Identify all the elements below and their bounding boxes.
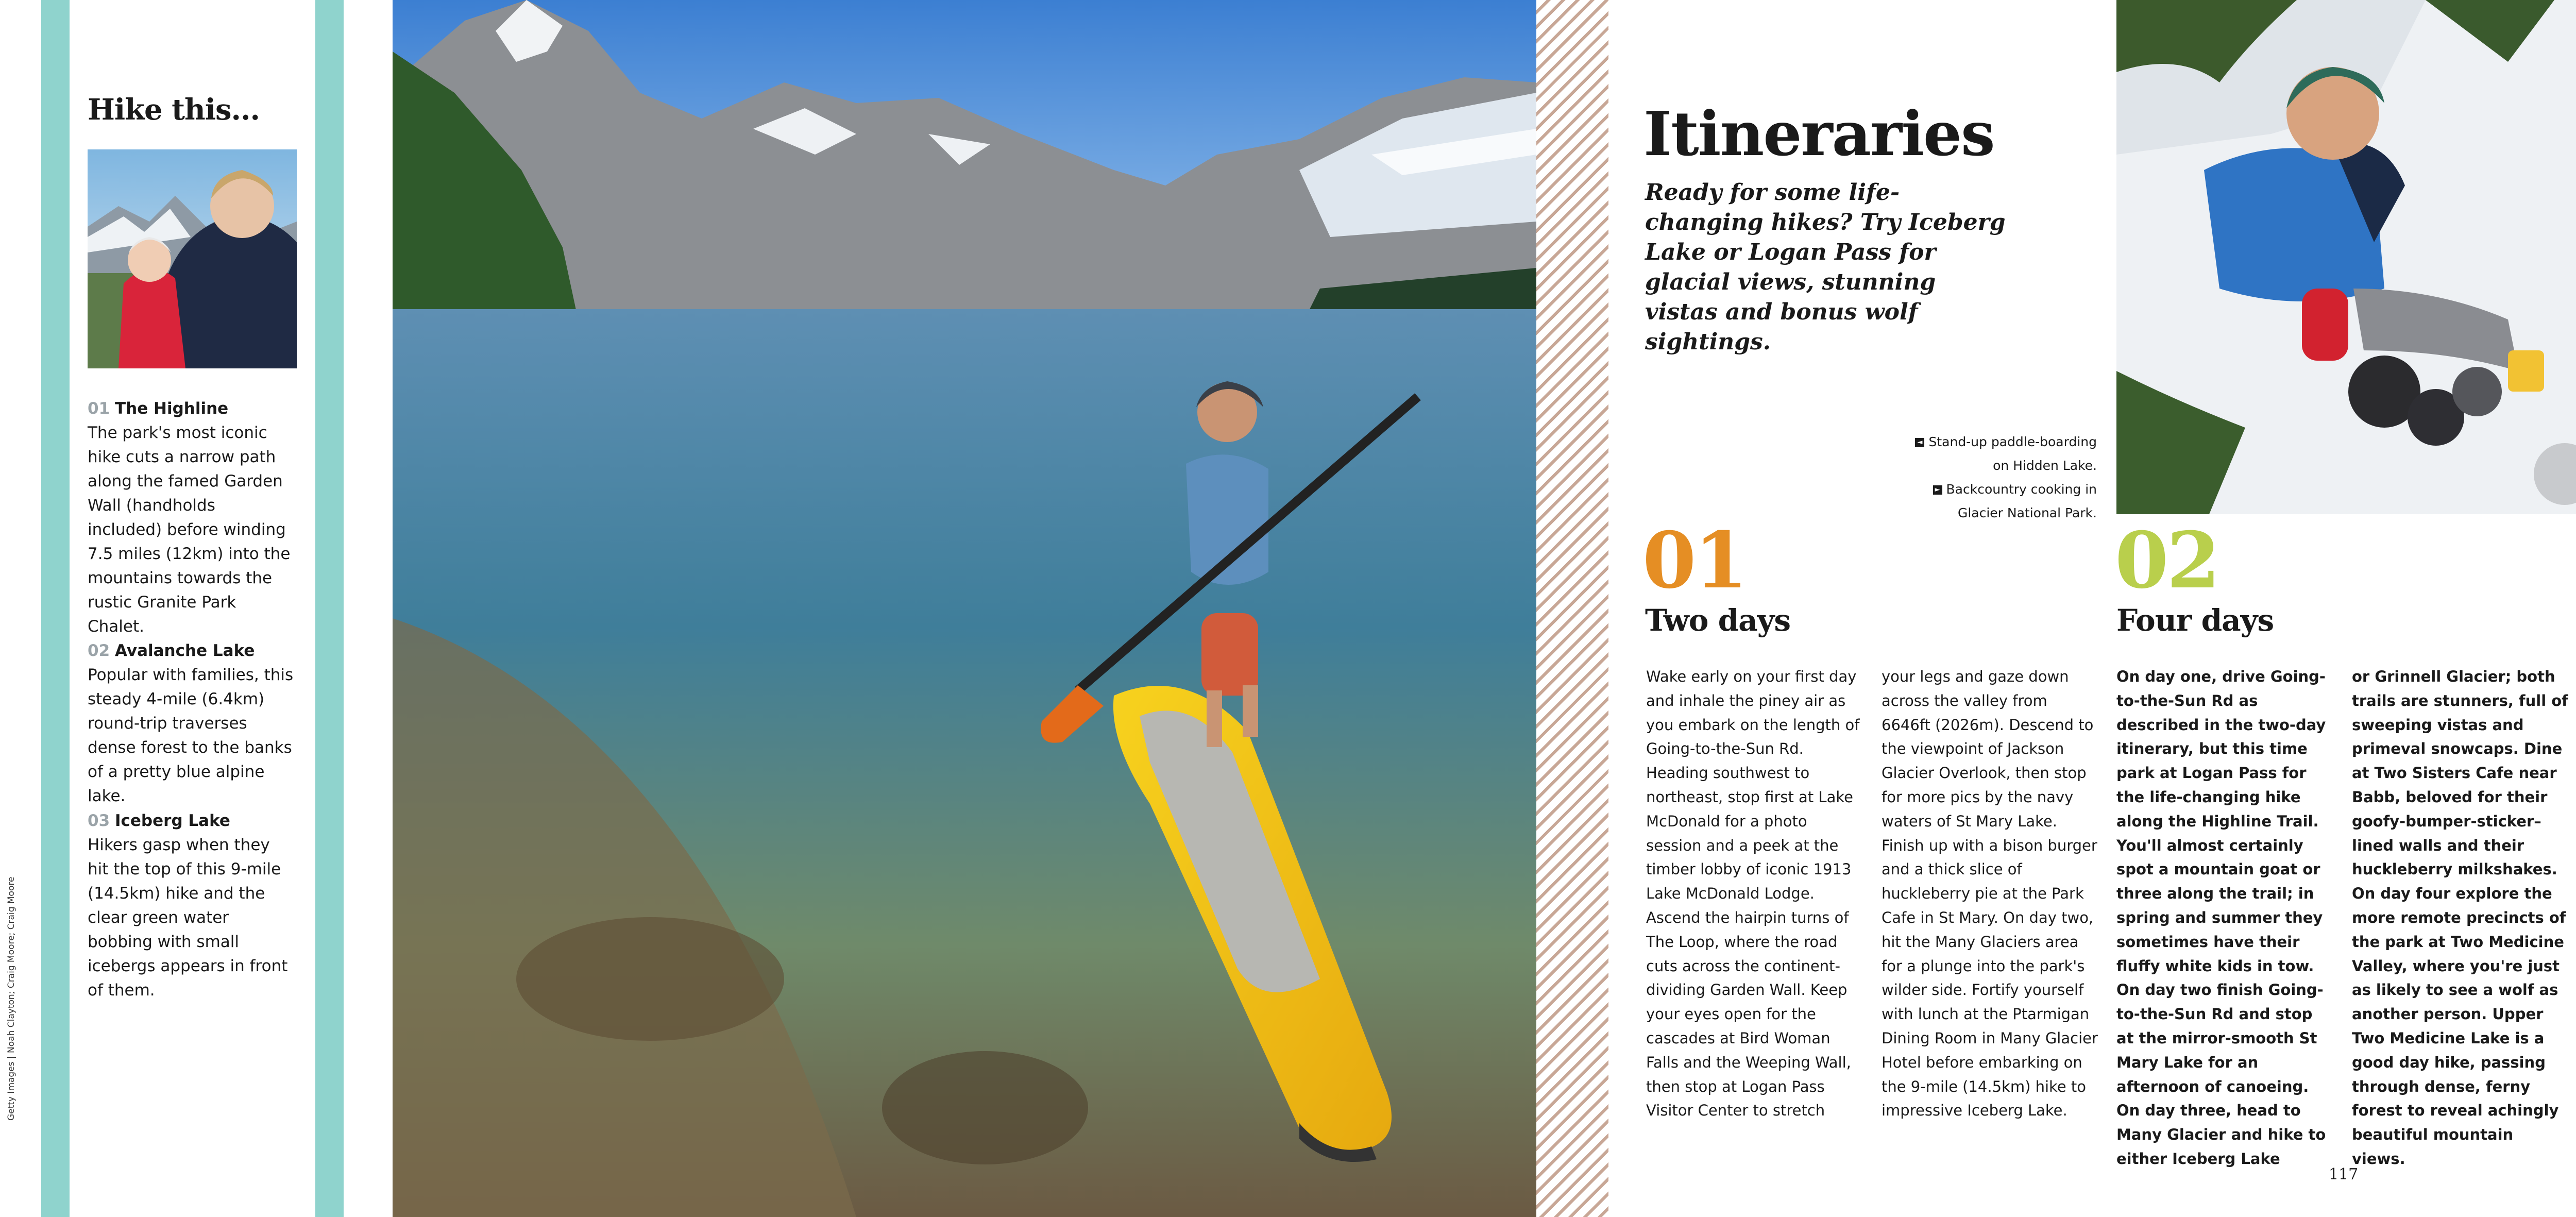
arrow-left-icon: ◄	[1915, 438, 1924, 447]
section-02-col-2: or Grinnell Glacier; both trails are stunners, full of sweeping vistas and primeval snowcaps. Dine at Two Sisters Cafe near Babb, beloved for their goofy-bumper-sticker–lined walls and their huckleberry milkshakes. On day four explore the more remote precincts of the park at Two Medicine Valley, where you're just as likely to see a wolf as another person. Upper Two Medicine Lake is a good day hike, passing through dense, ferny forest to reveal achingly beautiful mountain views.	[2352, 668, 2568, 1168]
section-title-four-days: Four days	[2116, 603, 2274, 638]
hike-item-3	[88, 809, 294, 1003]
caption-line: Stand-up paddle-boarding	[1928, 434, 2097, 449]
section-title-two-days: Two days	[1645, 603, 1791, 638]
photo-credit: Getty Images | Noah Clayton; Craig Moore; Craig Moore	[6, 876, 16, 1121]
caption-line: Glacier National Park.	[1957, 505, 2097, 520]
stripe-left-inner	[315, 0, 344, 1217]
page-title: Itineraries	[1643, 98, 1994, 170]
caption-line: on Hidden Lake.	[1993, 458, 2097, 473]
hike-name: Avalanche Lake	[115, 641, 255, 660]
section-number-02: 02	[2115, 515, 2218, 606]
sidebar-title: Hike this...	[88, 93, 260, 127]
section-number-01: 01	[1642, 515, 1746, 606]
hike-name: The Highline	[115, 399, 229, 418]
section-01-col-2: your legs and gaze down across the valley from 6646ft (2026m). Descend to the viewpoint of Jackson Glacier Overlook, then stop for more pics by the navy waters of St Mary Lake. Finish up with a bison burger and a thick slice of huckleberry pie at the Park Cafe in St Mary. On day two, hit the Many Glaciers area for a plunge into the park's wilder side. Fortify yourself with lunch at the Ptarmigan Dining Room in Many Glacier Hotel before embarking on the 9-mile (14.5km) hike to impressive Iceberg Lake.	[1882, 668, 2098, 1120]
hike-number: 02	[88, 641, 110, 660]
hike-text: Popular with families, this steady 4-mile (6.4km) round-trip traverses dense forest to the banks of a pretty blue alpine lake.	[88, 666, 294, 805]
photo-captions	[1855, 430, 2097, 525]
section-02-col-1: On day one, drive Going-to-the-Sun Rd as described in the two-day itinerary, but this time park at Logan Pass for the life-changing hike along the Highline Trail. You'll almost certainly spot a mountain goat or three along the trail; in spring and summer they sometimes have their fluffy white kids in tow. On day two finish Going-to-the-Sun Rd and stop at the mirror-smooth St Mary Lake for an afternoon of canoeing. On day three, head to Many Glacier and hike to either Iceberg Lake	[2116, 668, 2326, 1168]
caption-line: Backcountry cooking in	[1946, 482, 2097, 497]
caption-paddle	[1855, 430, 2097, 478]
page-number: 117	[2329, 1165, 2359, 1184]
hike-number: 01	[88, 399, 110, 418]
hike-text: Hikers gasp when they hit the top of this 9-mile (14.5km) hike and the clear green water bobbing with small icebergs appears in front of them.	[88, 836, 288, 1000]
stripe-left	[41, 0, 70, 1217]
hike-item-2	[88, 639, 294, 808]
hike-number: 03	[88, 812, 110, 830]
hike-name: Iceberg Lake	[115, 812, 230, 830]
section-01-col-1: Wake early on your first day and inhale the piney air as you embark on the length of Going-to-the-Sun Rd. Heading southwest to northeast, stop first at Lake McDonald for a photo session and a peek at the timber lobby of iconic 1913 Lake McDonald Lodge. Ascend the hairpin turns of The Loop, where the road cuts across the continent-dividing Garden Wall. Keep your eyes open for the cascades at Bird Woman Falls and the Weeping Wall, then stop at Logan Pass Visitor Center to stretch	[1646, 668, 1860, 1120]
caption-cooking	[1855, 478, 2097, 525]
paddleboard-photo	[393, 0, 1536, 1217]
hike-item-1	[88, 397, 294, 639]
gutter-hatch	[1536, 0, 1608, 1217]
sidebar-photo	[88, 149, 297, 368]
backcountry-cooking-photo	[2116, 0, 2576, 514]
arrow-right-icon: ►	[1933, 485, 1942, 495]
hike-text: The park's most iconic hike cuts a narrow path along the famed Garden Wall (handholds included) before winding 7.5 miles (12km) into the mountains towards the rustic Granite Park Chalet.	[88, 424, 291, 636]
intro-text: Ready for some life-changing hikes? Try Iceberg Lake or Logan Pass for glacial views, stunning vistas and bonus wolf sightings.	[1645, 179, 2006, 355]
